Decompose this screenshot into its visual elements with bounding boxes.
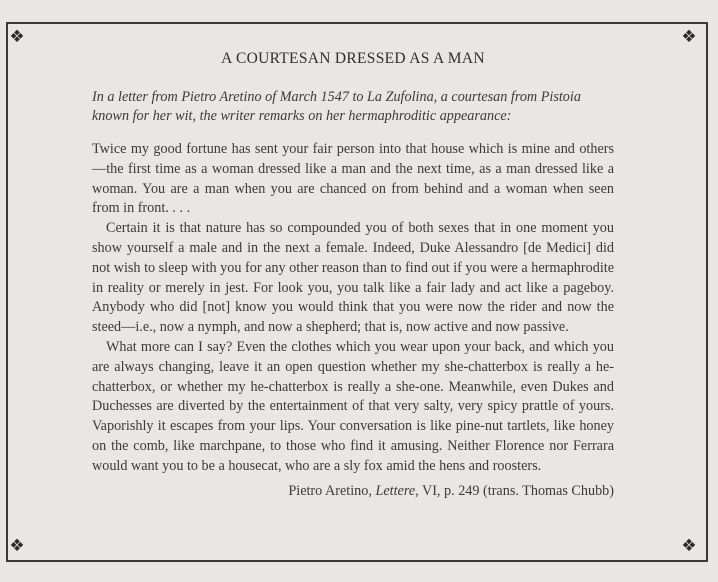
fleuron-icon: ❖ [681, 27, 697, 47]
paragraph-1: Twice my good fortune has sent your fair person into that house which is mine and others—the first time as a woman dressed like a man and the next time, as a man dressed like a woman. You are a man when you are chanced on from behind and a woman when seen from in front. . . . [92, 141, 614, 217]
fleuron-icon: ❖ [681, 536, 697, 556]
citation [92, 483, 614, 500]
fleuron-icon: ❖ [9, 27, 25, 47]
paragraph-3: What more can I say? Even the clothes which you wear upon your back, and which you are always changing, leave it an open question whether my she-chatterbox is really a he-chatterbox, or whether my he-chatterbox is really a she-one. Meanwhile, even Dukes and Duchesses are diverted by the entertainment of that very salty, very spicy prattle of yours. Vaporishly it escapes from your lips. Your conversation is like pine-nut tartlets, like honey on the comb, like marchpane, to those who find it amusing. Neither Florence nor Ferrara would want you to be a housecat, who are a sly fox amid the hens and roosters. [92, 338, 614, 474]
intro-text: In a letter from Pietro Aretino of March 1547 to La Zufolina, a courtesan from Pistoia known for her wit, the writer remarks on her hermaphroditic appearance: [92, 89, 581, 124]
fleuron-icon: ❖ [9, 536, 25, 556]
citation-rest: , VI, p. 249 (trans. Thomas Chubb) [415, 482, 614, 499]
citation-work: Lettere [375, 482, 416, 499]
page-title: A COURTESAN DRESSED AS A MAN [221, 50, 485, 67]
document-body [92, 50, 614, 500]
paragraph-2: Certain it is that nature has so compounded you of both sexes that in one moment you show yourself a male and in the next a female. Indeed, Duke Alessandro [de Medici] did not wish to sleep with you for any other reason than to find out if you were a hermaphrodite in reality or merely in jest. For look you, you talk like a fair lady and act like a pageboy. Anybody who did [not] know you would think that you were now the rider and now the steed—i.e., now a nymph, and now a shepherd; that is, now active and now passive. [92, 220, 614, 336]
citation-author: Pietro Aretino, [288, 482, 372, 499]
